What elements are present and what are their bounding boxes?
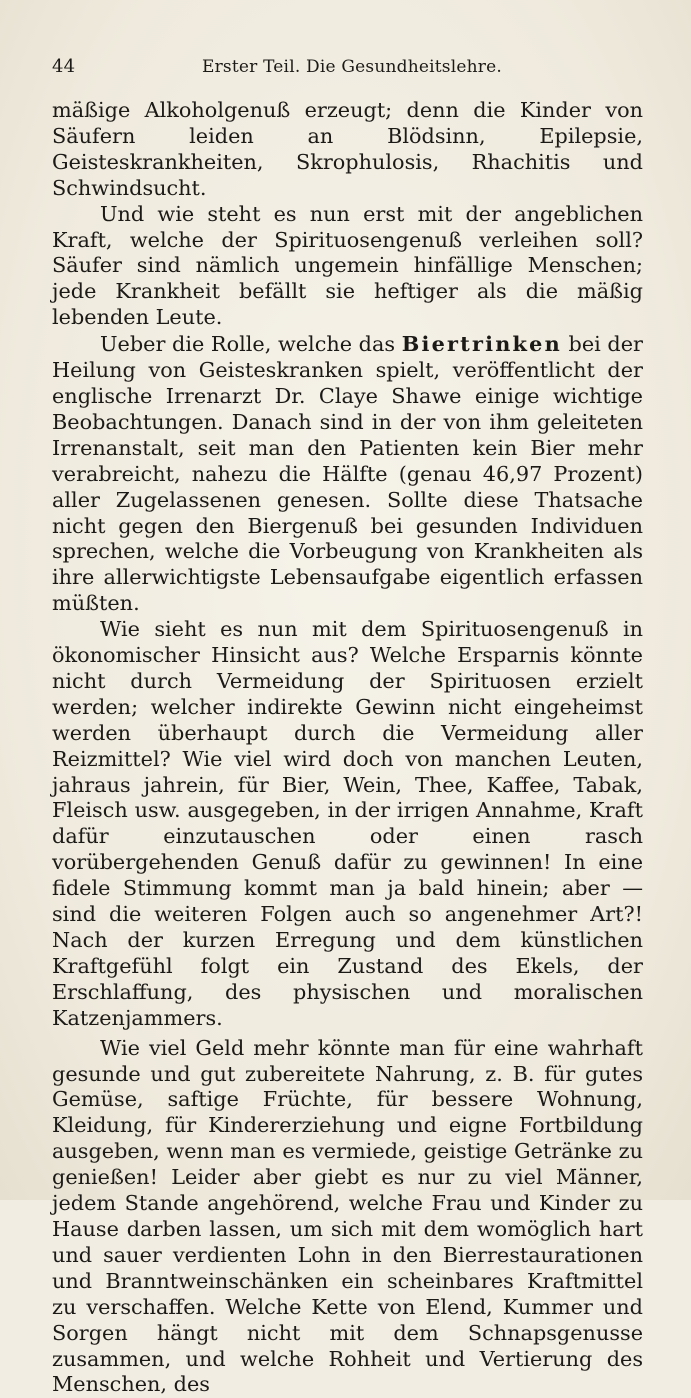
body-text	[52, 98, 643, 1398]
page-number: 44	[52, 56, 76, 77]
paragraph-biertrinken	[52, 331, 643, 617]
emphasis-biertrinken: Biertrinken	[401, 331, 562, 357]
paragraph-kraft: Und wie steht es nun erst mit der angeblichen Kraft, welche der Spirituosengenuß verleihen soll? Säufer sind nämlich ungemein hinfällige Menschen; jede Krankheit befällt sie heftiger als die mäßig lebenden Leute.	[52, 201, 643, 330]
paragraph-continuation: mäßige Alkoholgenuß erzeugt; denn die Kinder von Säufern leiden an Blödsinn, Epilepsie, Geisteskrankheiten, Skrophulosis, Rhachitis und Schwindsucht.	[52, 98, 643, 200]
running-title: Erster Teil. Die Gesundheitslehre.	[202, 57, 502, 77]
paragraph-biertrinken-lead: Ueber die Rolle, welche das	[100, 332, 402, 357]
paragraph-geld: Wie viel Geld mehr könnte man für eine wahrhaft gesunde und gut zubereitete Nahrung, z. B. für gutes Gemüse, saftige Früchte, für bessere Wohnung, Kleidung, für Kindererziehung und eigne Fortbildung ausgeben, wenn man es vermiede, geistige Getränke zu genießen! Leider aber giebt es nur zu viel Männer, jedem Stande angehörend, welche Frau und Kinder zu Hause darben lassen, um sich mit dem womöglich hart und sauer verdienten Lohn in den Bierrestaurationen und Branntweinschänken ein scheinbares Kraftmittel zu verschaffen. Welche Kette von Elend, Kummer und Sorgen hängt nicht mit dem Schnapsgenusse zusammen, und welche Rohheit und Vertierung des Menschen, des	[52, 1035, 643, 1397]
paragraph-biertrinken-rest: bei der Heilung von Geisteskranken spielt, veröffentlicht der englische Irrenarzt Dr. Claye Shawe einige wichtige Beobachtungen. Danach sind in der von ihm geleiteten Irrenanstalt, seit man den Patienten kein Bier mehr verabreicht, nahezu die Hälfte (genau 46,97 Prozent) aller Zugelassenen genesen. Sollte diese Thatsache nicht gegen den Biergenuß bei gesunden Individuen sprechen, welche die Vorbeugung von Krankheiten als ihre allerwichtigste Lebensaufgabe eigentlich erfassen müßten.	[52, 332, 643, 616]
running-head	[52, 56, 643, 90]
paragraph-oekonomie: Wie sieht es nun mit dem Spirituosengenuß in ökonomischer Hinsicht aus? Welche Ersparnis könnte nicht durch Vermeidung der Spirituosen erzielt werden; welcher indirekte Gewinn nicht eingeheimst werden überhaupt durch die Vermeidung aller Reizmittel? Wie viel wird doch von manchen Leuten, jahraus jahrein, für Bier, Wein, Thee, Kaffee, Tabak, Fleisch usw. ausgegeben, in der irrigen Annahme, Kraft dafür einzutauschen oder einen rasch vorübergehenden Genuß dafür zu gewinnen! In eine fidele Stimmung kommt man ja bald hinein; aber — sind die weiteren Folgen auch so angenehmer Art?! Nach der kurzen Erregung und dem künstlichen Kraftgefühl folgt ein Zustand des Ekels, der Erschlaffung, des physischen und moralischen Katzenjammers.	[52, 617, 643, 1030]
